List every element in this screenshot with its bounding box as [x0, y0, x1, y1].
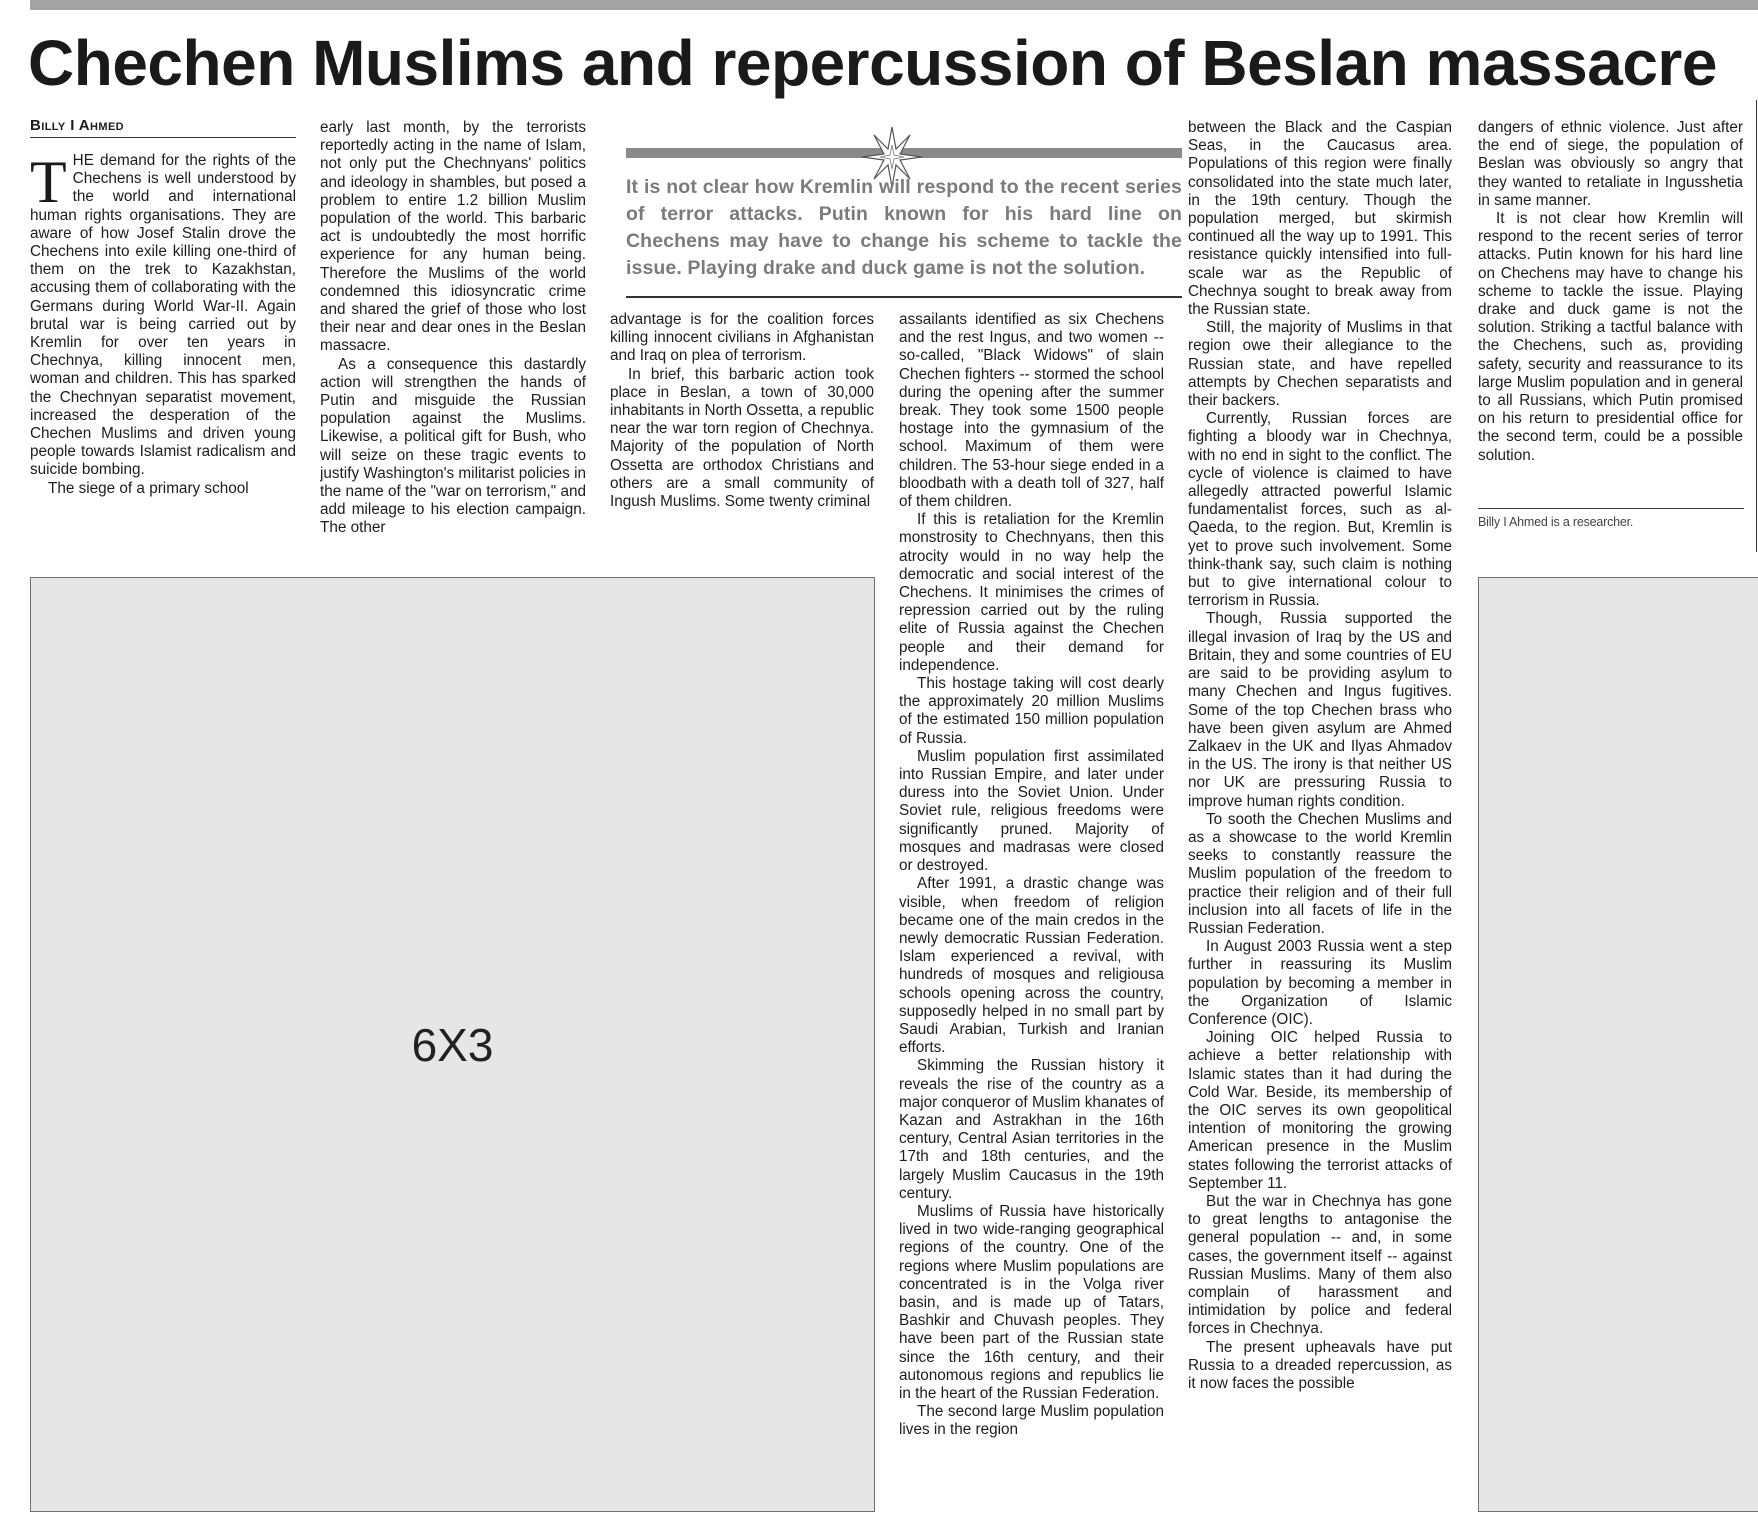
paragraph: To sooth the Chechen Muslims and as a showcase to the world Kremlin seeks to constantly reassure the Muslim population of the freedom to practice their religion and of their full inclusion into all facets of life in the Russian Federation. [1188, 810, 1452, 937]
headline: Chechen Muslims and repercussion of Beslan massacre [28, 27, 1717, 99]
paragraph: But the war in Chechnya has gone to great lengths to antagonise the general population -- and, in some cases, the government itself -- against Russian Muslims. Many of them also complain of harassment and intimidation by police and federal forces in Chechnya. [1188, 1192, 1452, 1338]
paragraph: dangers of ethnic violence. Just after the end of siege, the population of Beslan was obviously so angry that they wanted to retaliate in Ingusshetia in same manner. [1478, 119, 1743, 209]
column-rule [1756, 100, 1757, 552]
paragraph: Currently, Russian forces are fighting a bloody war in Chechnya, with no end in sight to the conflict. The cycle of violence is claimed to have allegedly attracted powerful Islamic fundamentalist forces, such as al-Qaeda, to the region. But, Kremlin is yet to prove such involvement. Some think-thank say, such claim is nothing but to give international colour to terrorism in Russia. [1188, 410, 1452, 610]
paragraph: THE demand for the rights of the Chechens is well understood by the world and international human rights organisations. They are aware of how Josef Stalin drove the Chechens into exile killing one-third of them on the trek to Kazakhstan, accusing them of collaborating with the Germans during World War-II. Again brutal war is being carried out by Kremlin for over ten years in Chechnya, killing innocent men, woman and children. This has sparked the Chechnyan separatist movement, increased the desperation of the Chechen Muslims and driven young people towards Islamist radicalism and suicide bombing. [30, 152, 296, 479]
paragraph: early last month, by the terrorists reportedly acting in the name of Islam, not only put the Chechnyans' politics and ideology in shambles, but posed a problem to entire 1.2 billion Muslim population of the world. This barbaric act is undoubtedly the most horrific experience for any human being. Therefore the Muslims of the world condemned this idiosyncratic crime and shared the grief of those who lost their near and dear ones in the Beslan massacre. [320, 119, 586, 355]
ad-placeholder-6x3 [30, 577, 875, 1512]
article-column-3 [610, 311, 874, 556]
article-column-6 [1478, 119, 1743, 503]
paragraph: Muslims of Russia have historically lived in two wide-ranging geographical regions of the country. One of the regions where Muslim populations are concentrated is in the Volga river basin, and is made up of Tatars, Bashkir and Chuvash peoples. They have been part of the Russian state since the 16th century, and their autonomous regions and republics lie in the heart of the Russian Federation. [899, 1202, 1164, 1402]
byline: Billy I Ahmed [30, 117, 296, 138]
paragraph: After 1991, a drastic change was visible, when freedom of religion became one of the main credos in the newly democratic Russian Federation. Islam experienced a revival, with hundreds of mosques and religiousa schools opening across the country, supposedly helped in no small part by Saudi Arabian, Turkish and Iranian efforts. [899, 875, 1164, 1057]
article-column-1 [30, 152, 296, 535]
paragraph: Still, the majority of Muslims in that region owe their allegiance to the Russian state, and have repelled attempts by Chechen separatists and their backers. [1188, 319, 1452, 410]
paragraph: In August 2003 Russia went a step further in reassuring its Muslim population by becoming a member in the Organization of Islamic Conference (OIC). [1188, 938, 1452, 1028]
article-column-4 [899, 311, 1164, 1504]
article-column-2 [320, 119, 586, 556]
paragraph: It is not clear how Kremlin will respond to the recent series of terror attacks. Putin known for his hard line on Chechens may have to change his scheme to tackle the issue. Playing drake and duck game is not the solution. Striking a tactful balance with the Chechens, such as, providing safety, security and reassurance to its large Muslim population and in general to all Russians, which Putin promised on his return to presidential office for the second term, could be a possible solution. [1478, 210, 1743, 464]
end-rule [1478, 508, 1744, 509]
top-bar [30, 0, 1758, 10]
pull-quote-text: It is not clear how Kremlin will respond to the recent series of terror attacks. Putin known for his hard line on Chechens may have to change his scheme to tackle the issue. Playing drake and duck game is not the solution. [626, 176, 1182, 279]
drop-cap: T [30, 152, 67, 215]
ad-placeholder-right [1478, 577, 1758, 1512]
paragraph: Skimming the Russian history it reveals the rise of the country as a major conqueror of Muslim khanates of Kazan and Astrakhan in the 16th century, Central Asian territories in the 17th and 18th centuries, and the largely Muslim Caucasus in the 19th century. [899, 1057, 1164, 1202]
paragraph: This hostage taking will cost dearly the approximately 20 million Muslims of the estimated 150 million population of Russia. [899, 675, 1164, 747]
ad-size-label: 6X3 [411, 1018, 494, 1071]
paragraph: If this is retaliation for the Kremlin monstrosity to Chechnyans, then this atrocity would in no way help the democratic and social interest of the Chechens. It minimises the crimes of repression carried out by the ruling elite of Russia against the Chechen people and their demand for independence. [899, 511, 1164, 674]
paragraph: Muslim population first assimilated into Russian Empire, and later under duress into the Soviet Union. Under Soviet rule, religious freedoms were significantly pruned. Majority of mosques and madrasas were closed or destroyed. [899, 747, 1164, 875]
paragraph: The siege of a primary school [48, 479, 249, 497]
pull-quote [626, 140, 1182, 298]
paragraph: between the Black and the Caspian Seas, in the Caucasus area. Populations of this region were finally consolidated into the state much later, in the 19th century. Though the population merged, but skirmish continued all the way up to 1991. This resistance quickly intensified into full-scale war as the Republic of Chechnya sought to break away from the Russian state. [1188, 119, 1452, 319]
pull-quote-rule [626, 296, 1182, 298]
author-credit: Billy I Ahmed is a researcher. [1478, 515, 1634, 529]
paragraph: Joining OIC helped Russia to achieve a better relationship with Islamic states than it had during the Cold War. Beside, its membership of the OIC serves its own geopolitical intention of monitoring the growing American presence in the Muslim states following the terrorist attacks of September 11. [1188, 1029, 1452, 1192]
paragraph: In brief, this barbaric action took place in Beslan, a town of 30,000 inhabitants in North Ossetta, a republic near the war torn region of Chechnya. Majority of the population of North Ossetta are orthodox Christians and others are a small community of Ingush Muslims. Some twenty criminal [610, 365, 874, 511]
paragraph: advantage is for the coalition forces killing innocent civilians in Afghanistan and Iraq on plea of terrorism. [610, 311, 874, 365]
paragraph: assailants identified as six Chechens and the rest Ingus, and two women -- so-called, "Black Widows" of slain Chechen fighters -- stormed the school during the opening after the summer break. They took some 1500 people hostage into the gymnasium of the school. Maximum of them were children. The 53-hour siege ended in a bloodbath with a death toll of 327, half of them children. [899, 311, 1164, 511]
paragraph: The second large Muslim population lives in the region [899, 1403, 1164, 1439]
article-column-5 [1188, 119, 1452, 1504]
paragraph: The present upheavals have put Russia to a dreaded repercussion, as it now faces the possible [1188, 1338, 1452, 1393]
paragraph: As a consequence this dastardly action will strengthen the hands of Putin and misguide the Russian population against the Muslims. Likewise, a political gift for Bush, who will seize on these tragic events to justify Washington's militarist policies in the name of the "war on terrorism," and add mileage to his election campaign. The other [320, 355, 586, 537]
paragraph: Though, Russia supported the illegal invasion of Iraq by the US and Britain, they and some countries of EU are said to be providing asylum to many Chechen and Ingus fugitives. Some of the top Chechen brass who have been given asylum are Ahmed Zalkaev in the UK and Ilyas Ahmadov in the US. The irony is that neither US nor UK are pressuring Russia to improve human rights condition. [1188, 610, 1452, 810]
